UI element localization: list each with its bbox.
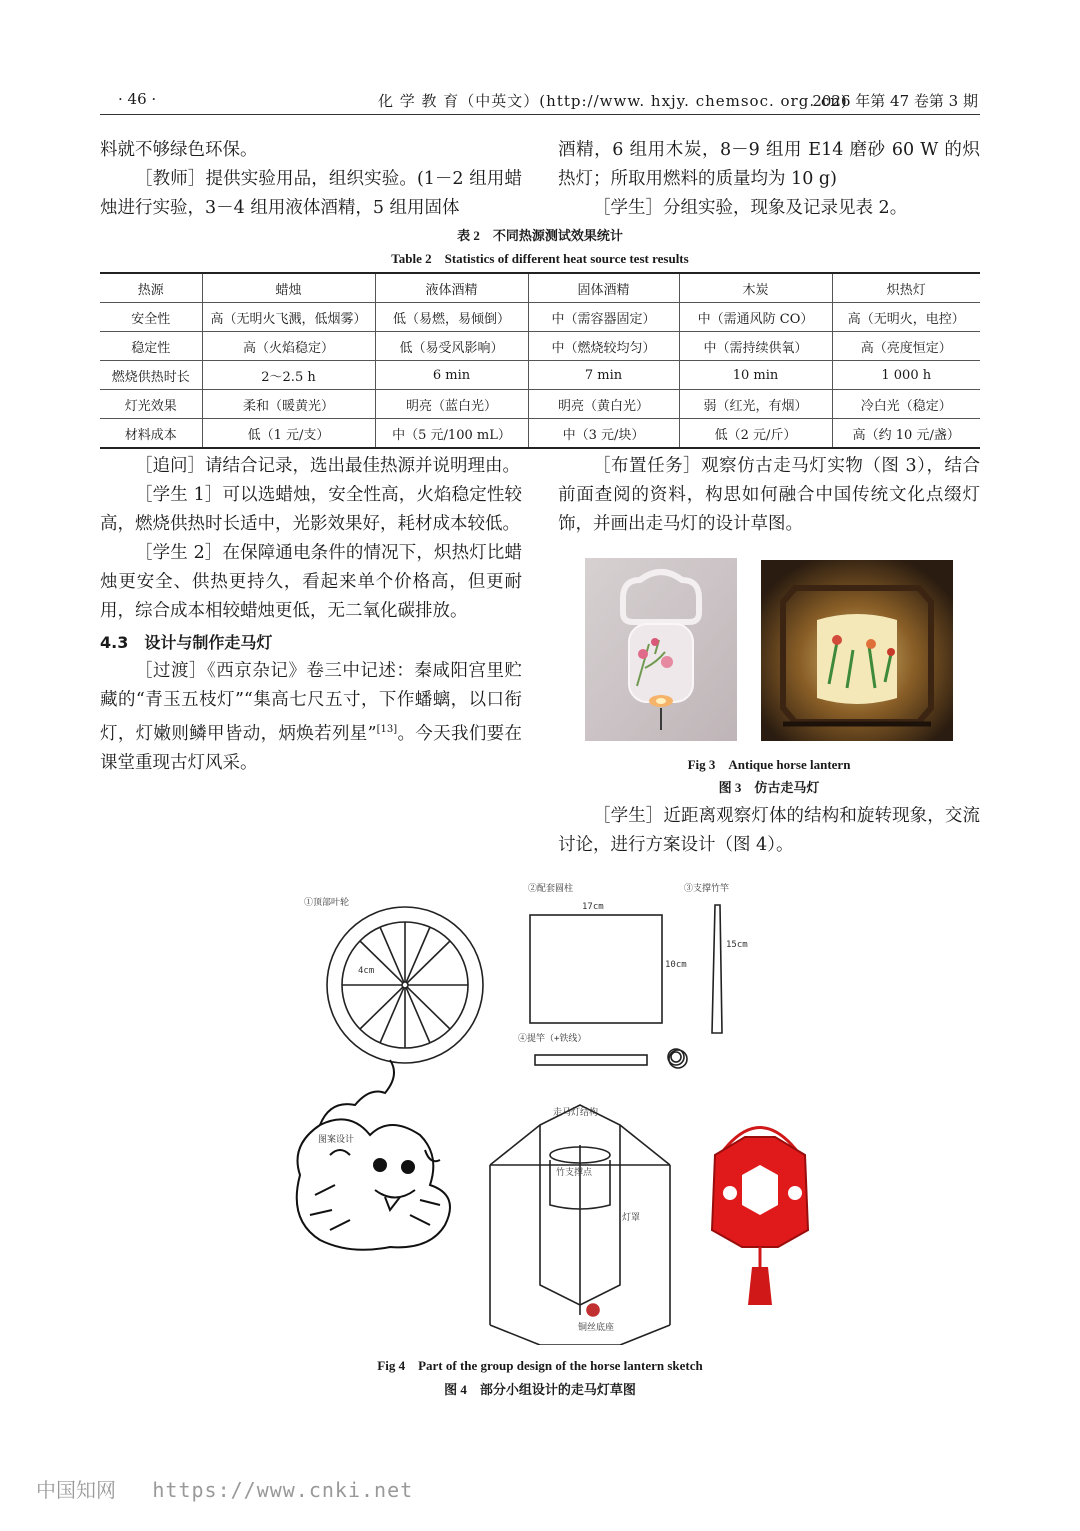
table-cell: 冷白光（稳定） [832, 390, 980, 419]
wheel-sketch [327, 907, 483, 1063]
table-cell: 弱（红光，有烟） [679, 390, 832, 419]
figure-3-caption-en: Fig 3 Antique horse lantern [687, 757, 851, 772]
table-cell: 明亮（黄白光） [528, 390, 679, 419]
table-cell: 高（无明火飞溅，低烟雾） [202, 303, 375, 332]
table-cell: 中（需通风防 CO） [679, 303, 832, 332]
rod-label: ③支撑竹竿 [684, 884, 730, 894]
red-lantern-sketch [712, 1128, 808, 1306]
table-cell: 高（约 10 元/盏） [832, 419, 980, 449]
wheel-dimension: 4cm [358, 966, 375, 976]
table-cell: 低（易燃，易倾倒） [375, 303, 528, 332]
table-cell: 中（燃烧较均匀） [528, 332, 679, 361]
paragraph: 料就不够绿色环保。 [100, 140, 258, 160]
paragraph: ［布置任务］观察仿古走马灯实物（图 3），结合前面查阅的资料，构思如何融合中国传统文化点缀灯饰，并画出走马灯的设计草图。 [558, 456, 980, 534]
watermark-url: https://www.cnki.net [152, 1478, 414, 1502]
table-cell: 低（2 元/斤） [679, 419, 832, 449]
inner-label: 竹支撑点 [556, 1168, 593, 1178]
structure-label: 走马灯结构 [553, 1108, 599, 1118]
table-row-label: 稳定性 [100, 332, 202, 361]
figure-4-caption-en: Fig 4 Part of the group design of the horse lantern sketch [377, 1358, 703, 1373]
table-cell: 高（无明火，电控） [832, 303, 980, 332]
table-row [100, 332, 980, 361]
photo-acrylic-lantern [585, 558, 737, 741]
section-heading: 4.3 设计与制作走马灯 [100, 633, 273, 652]
base-label: 铜丝底座 [578, 1323, 615, 1333]
left-column-body [100, 452, 522, 778]
table-cell: 6 min [375, 361, 528, 390]
handle-sketch [535, 1049, 687, 1068]
table-header-cell: 固体酒精 [528, 273, 679, 303]
table-cell: 柔和（暖黄光） [202, 390, 375, 419]
paper-sheet-sketch [530, 915, 662, 1023]
paragraph: ［追问］请结合记录，选出最佳热源并说明理由。 [135, 456, 520, 476]
handle-label: ④提竿（+铁线） [518, 1034, 587, 1044]
table-cell: 低（1 元/支） [202, 419, 375, 449]
table-cell: 中（需持续供氧） [679, 332, 832, 361]
heat-source-table [100, 272, 980, 449]
table-row [100, 303, 980, 332]
paragraph: 酒精，6 组用木炭，8－9 组用 E14 磨砂 60 W 的炽热灯；所取用燃料的质量均为 10 g) [558, 140, 980, 189]
paper-height: 10cm [665, 960, 687, 970]
rod-sketch [712, 905, 722, 1033]
table-caption-en: Table 2 Statistics of different heat source test results [391, 251, 689, 266]
table-cell: 中（3 元/块） [528, 419, 679, 449]
table-header-cell: 蜡烛 [202, 273, 375, 303]
paper-width: 17cm [582, 902, 604, 912]
table-row-label: 安全性 [100, 303, 202, 332]
figure-4-sketches [260, 875, 820, 1345]
table-cell: 10 min [679, 361, 832, 390]
journal-title: 化 学 教 育（中英文）(http://www. hxjy. chemsoc. org. cn) [378, 92, 848, 110]
table-cell: 明亮（蓝白光） [375, 390, 528, 419]
table-cell: 7 min [528, 361, 679, 390]
right-column-body [558, 452, 980, 539]
cnki-watermark [36, 1474, 443, 1503]
paragraph: ［学生］近距离观察灯体的结构和旋转现象，交流讨论，进行方案设计（图 4）。 [558, 806, 980, 855]
body-label: 灯罩 [622, 1213, 641, 1223]
table-row-label: 灯光效果 [100, 390, 202, 419]
paper-label: ②配套圆柱 [528, 884, 574, 894]
figure-4-caption-cn: 图 4 部分小组设计的走马灯草图 [444, 1382, 636, 1397]
photo-wooden-lantern [761, 560, 953, 741]
table-cell: 中（5 元/100 mL） [375, 419, 528, 449]
table-cell: 中（需容器固定） [528, 303, 679, 332]
watermark-brand: 中国知网 [36, 1478, 116, 1502]
right-column-top [558, 136, 980, 223]
table-cell: 高（亮度恒定） [832, 332, 980, 361]
table-cell: 高（火焰稳定） [202, 332, 375, 361]
table-row [100, 361, 980, 390]
rod-height: 15cm [726, 940, 748, 950]
lantern-structure-sketch [490, 1105, 670, 1345]
pattern-label: 图案设计 [318, 1135, 355, 1145]
table-header-cell: 热源 [100, 273, 202, 303]
figure-3-photos [585, 558, 955, 743]
table-cell: 2～2.5 h [202, 361, 375, 390]
table-caption-cn: 表 2 不同热源测试效果统计 [457, 228, 623, 243]
wheel-label: ①顶部叶轮 [304, 898, 350, 908]
figure-3-caption-cn: 图 3 仿古走马灯 [718, 780, 820, 795]
table-header-cell: 炽热灯 [832, 273, 980, 303]
paragraph: ［学生］分组实验，现象及记录见表 2。 [593, 198, 908, 218]
table-row [100, 419, 980, 449]
table-header-cell: 木炭 [679, 273, 832, 303]
table-row-label: 材料成本 [100, 419, 202, 449]
paragraph: ［学生 2］在保障通电条件的情况下，炽热灯比蜡烛更安全、供热更持久，看起来单个价格高，但更耐用，综合成本相较蜡烛更低，无二氧化碳排放。 [100, 543, 522, 621]
table-row-label: 燃烧供热时长 [100, 361, 202, 390]
table-header-cell: 液体酒精 [375, 273, 528, 303]
table-header-row [100, 273, 980, 303]
citation-ref: [13] [376, 724, 398, 735]
table-cell: 1 000 h [832, 361, 980, 390]
left-column-top [100, 136, 522, 223]
paragraph: ［学生 1］可以选蜡烛，安全性高，火焰稳定性较高，燃烧供热时长适中，光影效果好，耗材成本较低。 [100, 485, 522, 534]
tiger-pattern-sketch [297, 1060, 450, 1250]
paragraph-text: ［过渡］《西京杂记》卷三中记述：秦咸阳宫里贮藏的“青玉五枝灯”“集高七尺五寸，下作蟠螭，以口衔灯，灯嫩则鳞甲皆动，炳焕若列星” [100, 661, 522, 744]
paragraph [100, 657, 522, 778]
paragraph-text: 。今天我们要在课堂重现古灯风采。 [100, 723, 523, 773]
right-column-tail [558, 802, 980, 860]
page-number: · 46 · [118, 90, 157, 108]
table-cell: 低（易受风影响） [375, 332, 528, 361]
paragraph: ［教师］提供实验用品，组织实验。(1－2 组用蜡烛进行实验，3－4 组用液体酒精，5 组用固体 [100, 169, 522, 218]
running-header [100, 88, 980, 115]
issue-info: 2026 年第 47 卷第 3 期 [812, 92, 978, 110]
table-row [100, 390, 980, 419]
